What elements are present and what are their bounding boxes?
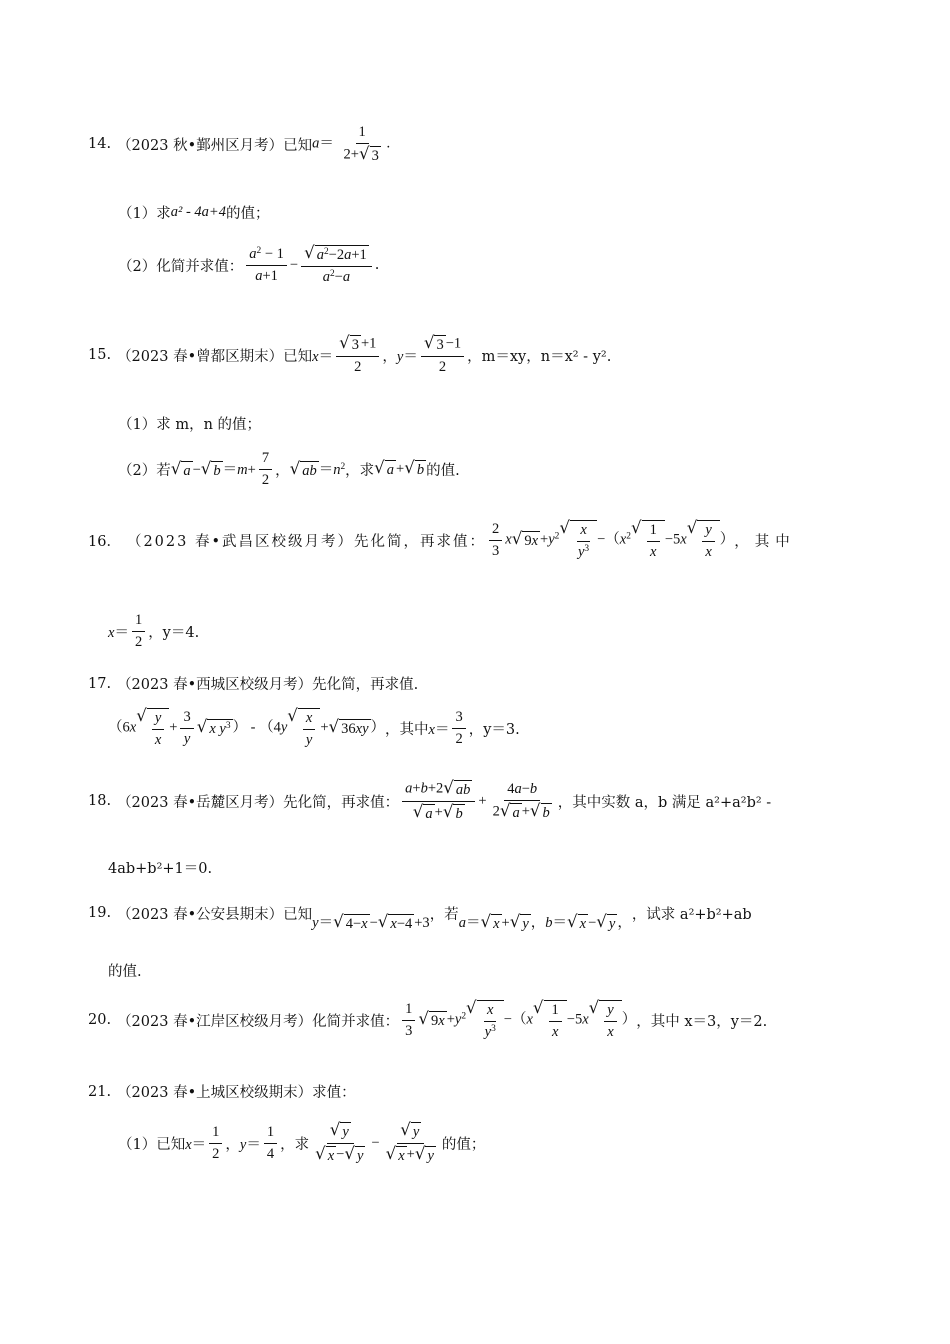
q19-cont [108, 960, 142, 981]
q21-number: 21. [88, 1083, 112, 1100]
q15-part2-tail: ，求 [345, 462, 375, 479]
q15-part1 [118, 413, 261, 434]
q19-line: 19. （2023 春•公安县期末）已知 y＝ √ 4−x − √ x−4 +3 ，若 a＝ √ x + √ y ，b＝ √ x − √ y ， ，试求 a²+b²+ab [88, 893, 752, 933]
q20-number: 20. [88, 1012, 112, 1029]
q16-cond: ，y＝4. [148, 624, 200, 641]
q14-source: （2023 秋•鄞州区月考）已知 [117, 137, 313, 154]
q21-ask: ，求 [280, 1136, 310, 1153]
q14-part1-label: （1）求 [118, 206, 171, 222]
q15-part1-text: （1）求 m，n 的值； [118, 417, 262, 433]
q17-expr: （6x √ $\frac{y}{x}$ + $\frac{3}{y}$ √ x $y^3$ ） - （4y √ $\frac{x}{y}$ + √ 36xy ） ，其中 x＝ $\frac{3}{2}$ ，y＝3. [108, 706, 520, 748]
q14-formula: a＝ 1 2+ √ 3 . [312, 124, 391, 164]
q14-part2-label: （2）化简并求值： [118, 258, 244, 275]
q18-cont-text: 4ab+b²+1＝0. [108, 861, 213, 877]
q21-source: （2023 春•上城区校级期末）求值： [117, 1085, 356, 1101]
q17-number: 17. [88, 675, 112, 692]
q14-part1-expr: a² - 4a+4 [170, 204, 226, 220]
q15-number: 15. [88, 347, 112, 364]
q17-cond: ，y＝3. [468, 721, 520, 738]
q19-cont-text: 的值. [108, 964, 142, 980]
q14-line [88, 124, 390, 164]
q21-end: 的值； [441, 1136, 486, 1153]
q15-conditions: ，m＝xy，n＝x² - y². [467, 348, 612, 365]
q15-part2: （2）若 √ a − √ b ＝m+ $\frac{7}{2}$ ， √ ab $=n^2$ ，求 √ a + √ b 的值. [118, 450, 460, 488]
q15-part2-label: （2）若 [118, 462, 171, 479]
q19-source: （2023 春•公安县期末）已知 [117, 906, 313, 923]
q15-line: 15. （2023 春•曾都区期末）已知 x＝ √ 3 +1 2 ， y＝ √ 3 −1 2 ，m＝xy，n＝x² - y². [88, 333, 612, 375]
q14-part1-tail: 的值； [225, 206, 270, 222]
q17-source: （2023 春•西城区校级月考）先化简，再求值. [117, 677, 419, 693]
q18-cont [108, 857, 212, 878]
q21-part1: （1）已知 x＝ $\frac{1}{2}$ ， y＝ $\frac{1}{4}$ ，求 √ y √ x − √ y − √ y √ x + √ y 的值； [118, 1120, 486, 1164]
q15-part2-end: 的值. [426, 462, 460, 479]
q15-source: （2023 春•曾都区期末）已知 [117, 348, 313, 365]
q17-line [88, 673, 418, 694]
q18-tail: ，其中实数 a，b 满足 a²+a²b² - [557, 794, 772, 811]
q21-line [88, 1081, 356, 1102]
q18-line: 18. （2023 春•岳麓区月考）先化简，再求值： a+b+2 √ ab √ a + √ b + 4a−b 2 √ a + √ b ，其中实数 a，b 满足 a²+a²b² - [88, 778, 772, 822]
q16-cont: x＝ $\frac{1}{2}$ ，y＝4. [108, 612, 200, 650]
q16-number: 16． [88, 533, 121, 550]
q17-tail: ，其中 [385, 721, 429, 738]
q15-part2-mid: ， [275, 462, 290, 479]
q19-tail: ，试求 a²+b²+ab [631, 906, 752, 923]
q16-source: （2023 春•武昌区校级月考）先化简，再求值： [126, 533, 487, 550]
q14-part2: （2）化简并求值： $\frac{a^2 - 1}{a+1}$ − √ $a^2-2a+1$ $a^2-a$ . [118, 243, 380, 286]
q14-number: 14. [88, 136, 112, 153]
q20-tail: ，其中 x＝3，y＝2. [636, 1013, 768, 1030]
q20-source: （2023 春•江岸区校级月考）化简并求值： [117, 1013, 400, 1030]
q21-part1-label: （1）已知 [118, 1136, 186, 1153]
q16-line: 16． （2023 春•武昌区校级月考）先化简，再求值： $\frac{2}{3}$ x √ 9x $+y^2$ √ $\frac{x}{y^3}$ $-(x^2$ √ $\frac{1}{x}$ −5x √ $\frac{y}{x}$ ） ，其中 [88, 518, 796, 560]
q16-tail: ，其中 [734, 533, 796, 550]
q19-number: 19. [88, 905, 112, 922]
q20-line: 20. （2023 春•江岸区校级月考）化简并求值： $\frac{1}{3}$ √ 9x $+y^2$ √ $\frac{x}{y^3}$ −（x √ $\frac{1}{x}$ −5x √ $\frac{y}{x}$ ） ，其中 x＝3，y＝2. [88, 998, 768, 1040]
q18-source: （2023 春•岳麓区月考）先化简，再求值： [117, 794, 400, 811]
q19-if: ，若 [429, 906, 459, 923]
q14-part1 [118, 202, 269, 223]
q18-number: 18. [88, 793, 112, 810]
